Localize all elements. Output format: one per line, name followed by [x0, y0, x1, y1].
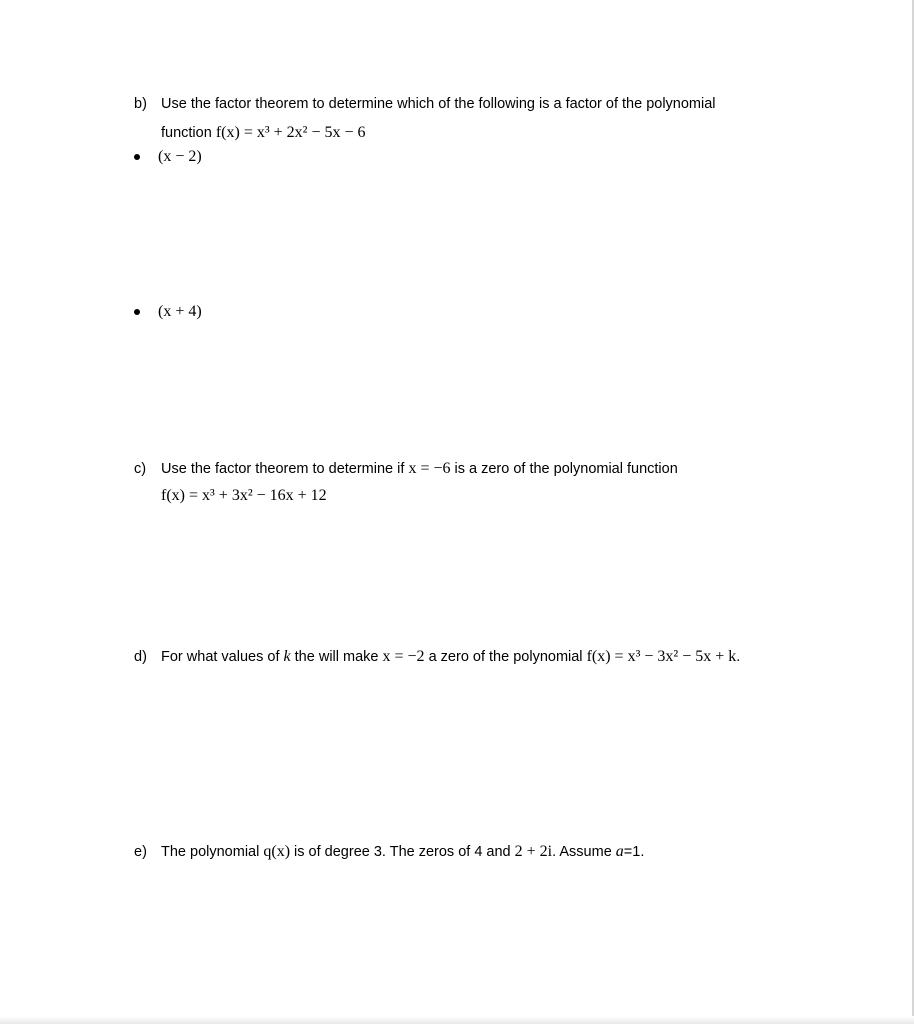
question-e [134, 842, 644, 862]
question-d-value: x = −2 [382, 648, 425, 665]
question-c-function: f(x) = x³ + 3x² − 16x + 12 [161, 487, 327, 504]
question-d-end: . [736, 649, 741, 665]
question-d-text1: For what values of [161, 649, 280, 665]
question-c-text-after: is a zero of the polynomial function [454, 461, 678, 477]
page-bottom-edge [0, 1016, 914, 1024]
question-e-text4: =1. [623, 844, 645, 860]
question-d-text2: the will make [294, 649, 379, 665]
bullet-icon [134, 154, 140, 160]
question-c-function-line [161, 486, 327, 506]
question-c-label: c) [134, 461, 147, 477]
option-2: (x + 4) [158, 303, 202, 320]
question-d-text3: a zero of the polynomial [428, 649, 583, 665]
question-d-label: d) [134, 649, 147, 665]
question-c-text-before: Use the factor theorem to determine if [161, 461, 405, 477]
option-item [134, 148, 202, 166]
question-e-text3: . Assume [552, 844, 612, 860]
question-e-a: a [615, 843, 624, 860]
question-c [134, 459, 678, 479]
question-b-text: Use the factor theorem to determine which of the following is a factor of the polynomial [161, 96, 716, 112]
question-e-label: e) [134, 844, 147, 860]
question-c-value: x = −6 [408, 460, 451, 477]
question-e-q: q(x) [263, 843, 291, 860]
bullet-icon [134, 309, 140, 315]
question-b [134, 94, 716, 114]
question-b-text2: function [161, 125, 212, 141]
question-b-function-line [161, 123, 366, 143]
question-e-zero: 2 + 2i [514, 843, 553, 860]
question-e-text1: The polynomial [161, 844, 260, 860]
question-d-function: f(x) = x³ − 3x² − 5x + k [586, 648, 737, 665]
option-1: (x − 2) [158, 148, 202, 165]
question-b-label: b) [134, 96, 147, 112]
question-d-k: k [283, 648, 291, 665]
question-b-function: f(x) = x³ + 2x² − 5x − 6 [215, 124, 366, 141]
question-d [134, 647, 740, 667]
option-item [134, 303, 202, 321]
question-e-text2: is of degree 3. The zeros of 4 and [294, 844, 511, 860]
